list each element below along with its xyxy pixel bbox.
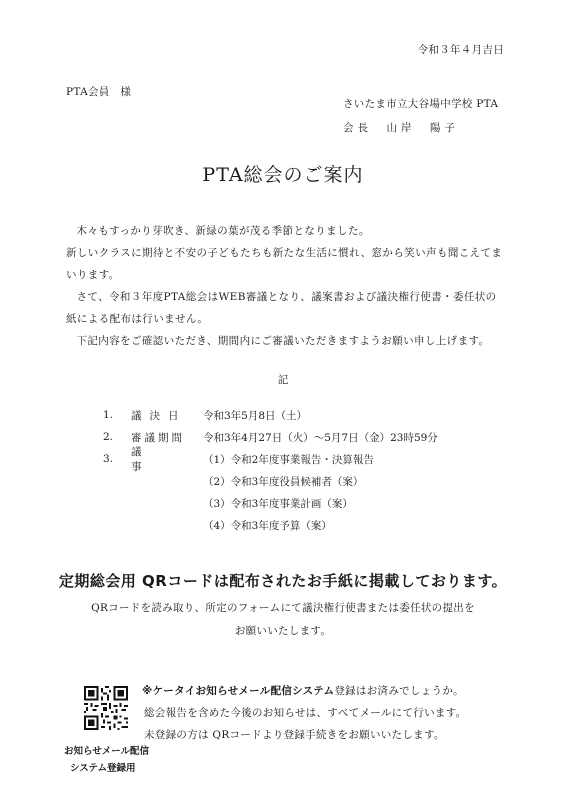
list-item [103, 404, 438, 426]
recipient: PTA会員 様 [66, 86, 132, 98]
qr-caption-line2: システム登録用 [70, 763, 136, 774]
qr-caption-line1: お知らせメール配信 [64, 746, 150, 757]
qr-note-line1: QRコードを読み取り、所定のフォームにて議決権行使書または委任状の提出を [91, 602, 475, 614]
mail-notice-line2: 総会報告を含めた今後のお知らせは、すべてメールにて行います。 [144, 707, 467, 719]
qr-headline: 定期総会用 QRコードは配布されたお手紙に掲載しております。 [58, 572, 508, 590]
paragraph-class: 新しいクラスに期待と不安の子どもたちも新たな生活に慣れ、窓から笑い声も聞こえてまいります。 [66, 247, 503, 281]
mail-notice-question: 登録はお済みでしょうか。 [334, 685, 464, 697]
body-text [66, 220, 506, 352]
paragraph-greeting: 木々もすっかり芽吹き、新緑の葉が茂る季節となりました。 [76, 225, 370, 237]
page-title: PTA総会のご案内 [202, 164, 364, 186]
item-label: 議決日 [131, 409, 187, 422]
item-number: 2. [103, 431, 114, 443]
ki-heading: 記 [277, 374, 289, 386]
sender-president: 会長 山岸 陽子 [343, 122, 459, 134]
sender-school: さいたま市立大谷場中学校 PTA [343, 98, 499, 110]
items-list [103, 404, 438, 536]
paragraph-web-review: さて、令和３年度PTA総会はWEB審議となり、議案書および議決権行使書・委任状の紙による配布は行いません。 [66, 291, 497, 325]
list-item [103, 446, 438, 473]
item-value: 令和3年4月27日（火）～5月7日（金）23時59分 [203, 431, 438, 444]
item-value: 令和3年5月8日（土） [203, 409, 308, 422]
agenda-sub-item: （3）令和3年度事業計画（案） [203, 497, 353, 510]
item-number: 3. [103, 453, 114, 465]
qr-code-icon[interactable] [84, 686, 128, 730]
item-value: （1）令和2年度事業報告・決算報告 [203, 453, 374, 466]
agenda-sub-item: （4）令和3年度予算（案） [203, 519, 332, 532]
item-label: 議事 [131, 446, 172, 473]
mail-notice-line1 [142, 683, 464, 698]
agenda-sub-item: （2）令和3年度役員候補者（案） [203, 475, 364, 488]
paragraph-request: 下記内容をご確認いただき、期間内にご審議いただきますようお願い申し上げます。 [76, 335, 490, 347]
item-number: 1. [103, 409, 114, 421]
item-label: 審議期間 [131, 431, 185, 444]
mail-notice-line3: 未登録の方は QRコードより登録手続きをお願いいたします。 [144, 729, 445, 741]
document-date: 令和３年４月吉日 [417, 44, 504, 56]
qr-note-line2: お願いいたします。 [234, 625, 332, 637]
mail-system-name: ※ケータイお知らせメール配信システム [142, 685, 335, 697]
